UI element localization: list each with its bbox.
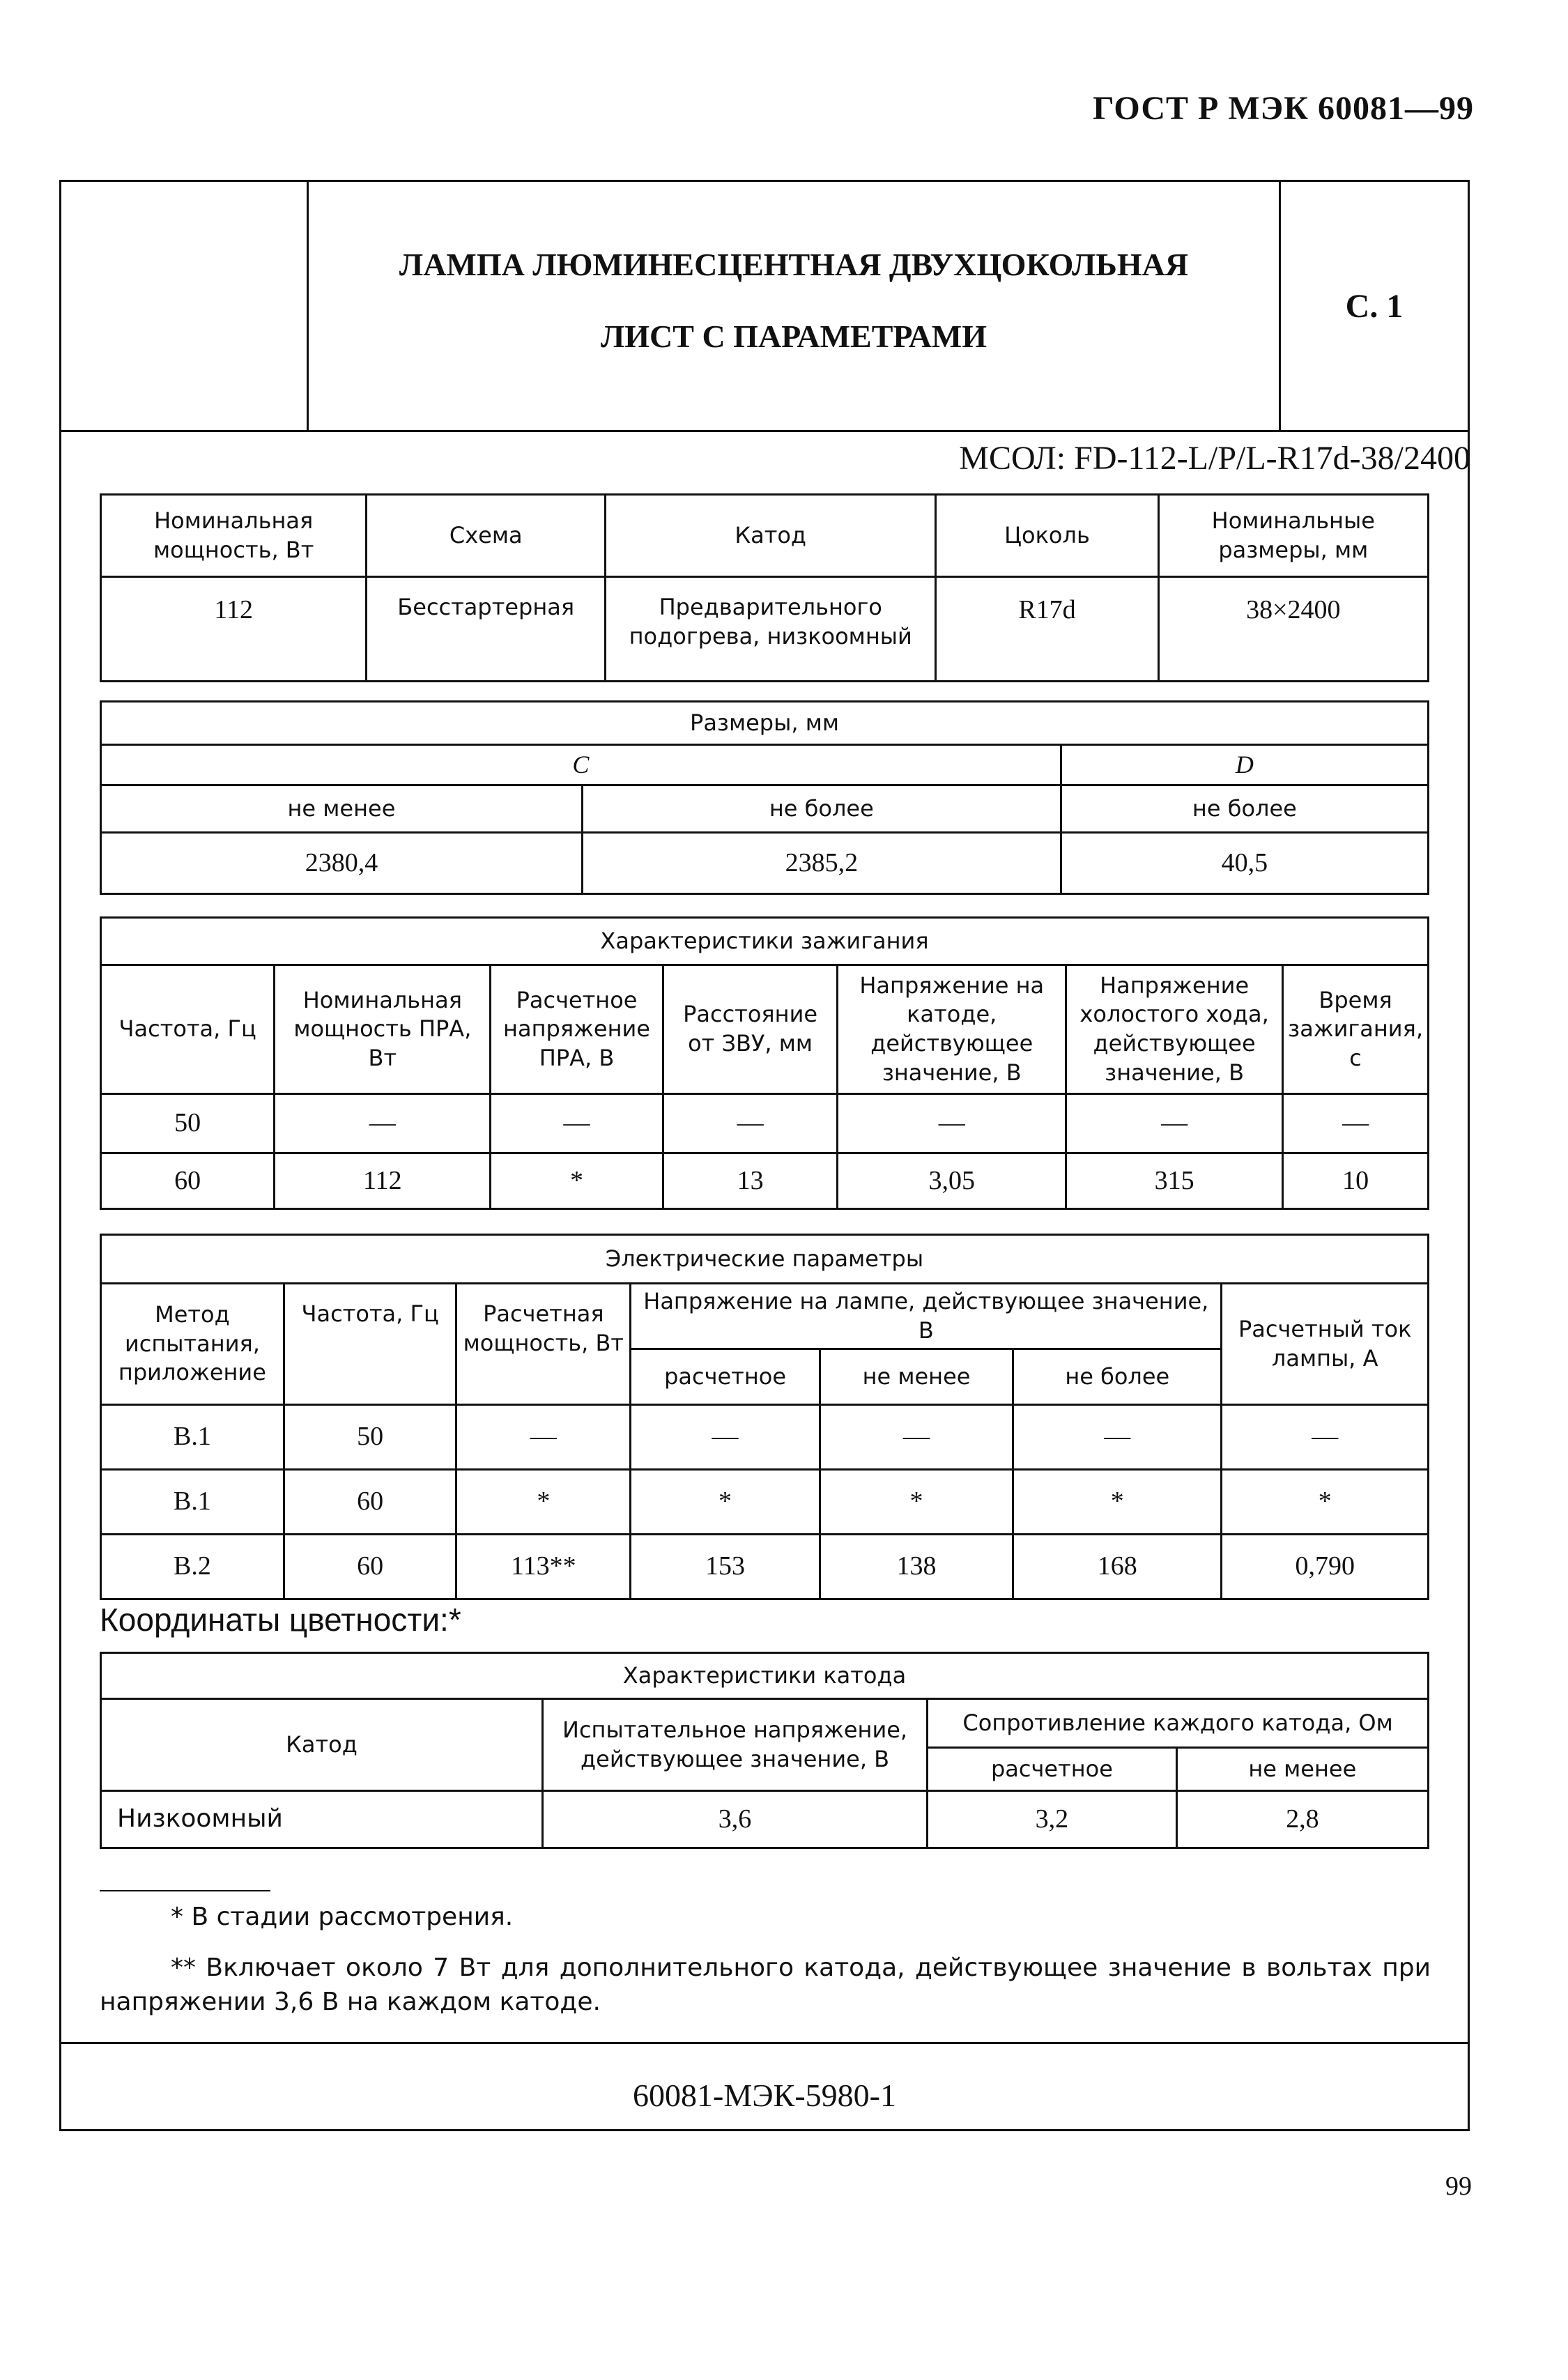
table-cell: 138 [820, 1535, 1013, 1599]
table-cell: 10 [1283, 1153, 1429, 1209]
footnote-2-text: ** Включает около 7 Вт для дополнительного катода, действующее значение в вольтах при напряжении 3,6 В на каждом катоде. [100, 1953, 1431, 2016]
title-block [61, 182, 1468, 432]
table-cell: 50 [101, 1094, 275, 1153]
table-cell: 13 [663, 1153, 838, 1209]
table-cell: 168 [1013, 1535, 1222, 1599]
table-header: Цоколь [936, 495, 1158, 577]
table-cell: — [456, 1405, 631, 1470]
table-cell: 60 [101, 1153, 275, 1209]
sheet-page-label: С. 1 [1345, 287, 1404, 325]
table-subheader: не более [582, 785, 1061, 833]
table-title: Характеристики зажигания [101, 918, 1429, 965]
table-cell: — [275, 1094, 491, 1153]
table-header: Схема [367, 495, 606, 577]
table-cell: * [631, 1470, 820, 1535]
footnote-2 [100, 1951, 1431, 2019]
footnote-separator [100, 1890, 270, 1891]
table-cell: 2380,4 [101, 833, 583, 894]
title-block-center [309, 182, 1281, 430]
table-cell: 60 [284, 1470, 456, 1535]
table-cell: * [491, 1153, 663, 1209]
table-cell: 3,05 [838, 1153, 1066, 1209]
table-cell: — [820, 1405, 1013, 1470]
table-cell: 112 [275, 1153, 491, 1209]
table-header: Напряжение на катоде, действующее значение, В [838, 965, 1066, 1094]
table-cell: 2,8 [1176, 1791, 1428, 1848]
table-cell: — [838, 1094, 1066, 1153]
standard-code: ГОСТ Р МЭК 60081—99 [1093, 90, 1474, 127]
table-header: Номинальные размеры, мм [1158, 495, 1428, 577]
table-subheader: не менее [1176, 1748, 1428, 1791]
table-cell: R17d [936, 577, 1158, 682]
table-cell: B.1 [101, 1405, 284, 1470]
lamp-designation: МСОЛ: FD-112-L/P/L-R17d-38/2400 [959, 440, 1470, 477]
table-cell: 50 [284, 1405, 456, 1470]
table-header: Расстояние от ЗВУ, мм [663, 965, 838, 1094]
table-cell: * [820, 1470, 1013, 1535]
table-cell: Низкоомный [101, 1791, 543, 1848]
table-subheader: не менее [101, 785, 583, 833]
table-cell: — [663, 1094, 838, 1153]
table-group-header: C [101, 745, 1061, 785]
title-block-left-cell [61, 182, 309, 430]
table-subheader: расчетное [631, 1349, 820, 1405]
chromaticity-label: Координаты цветности:* [100, 1602, 461, 1638]
table-cell: 40,5 [1061, 833, 1428, 894]
table-title: Электрические параметры [101, 1235, 1429, 1284]
table-header: Номинальная мощность, Вт [101, 495, 367, 577]
sheet-subtitle: ЛИСТ С ПАРАМЕТРАМИ [600, 318, 987, 354]
table-header: Испытательное напряжение, действующее значение, В [542, 1699, 927, 1791]
table-header: Напряжение холостого хода, действующее значение, В [1066, 965, 1283, 1094]
footer-separator [59, 2042, 1470, 2044]
table-header: Номинальная мощность ПРА, Вт [275, 965, 491, 1094]
table-cell: B.1 [101, 1470, 284, 1535]
table-cell: * [1013, 1470, 1222, 1535]
general-table [100, 493, 1429, 682]
table-cell: 0,790 [1222, 1535, 1429, 1599]
table-cell: 3,2 [928, 1791, 1177, 1848]
table-group-header: D [1061, 745, 1428, 785]
table-cell: — [631, 1405, 820, 1470]
table-header: Частота, Гц [101, 965, 275, 1094]
table-header: Катод [101, 1699, 543, 1791]
cathode-table [100, 1652, 1429, 1849]
electrical-table [100, 1234, 1429, 1600]
table-header: Катод [606, 495, 936, 577]
dimensions-table [100, 700, 1429, 895]
table-group-header: Напряжение на лампе, действующее значение, В [631, 1284, 1222, 1349]
table-cell: — [1013, 1405, 1222, 1470]
table-header: Расчетное напряжение ПРА, В [491, 965, 663, 1094]
table-cell: 113** [456, 1535, 631, 1599]
table-header: Метод испытания, приложение [101, 1284, 284, 1405]
footnote-1: * В стадии рассмотрения. [171, 1903, 514, 1931]
table-cell: Предварительного подогрева, низкоомный [606, 577, 936, 682]
table-title: Размеры, мм [101, 702, 1429, 745]
table-cell: 2385,2 [582, 833, 1061, 894]
sheet-title: ЛАМПА ЛЮМИНЕСЦЕНТНАЯ ДВУХЦОКОЛЬНАЯ [399, 247, 1189, 282]
table-subheader: не более [1061, 785, 1428, 833]
table-cell: 315 [1066, 1153, 1283, 1209]
table-subheader: не более [1013, 1349, 1222, 1405]
table-subheader: расчетное [928, 1748, 1177, 1791]
table-cell: 60 [284, 1535, 456, 1599]
table-subheader: не менее [820, 1349, 1013, 1405]
table-header: Время зажигания, с [1283, 965, 1429, 1094]
table-cell: 112 [101, 577, 367, 682]
sheet-code: 60081-МЭК-5980-1 [633, 2078, 896, 2113]
table-cell: — [1222, 1405, 1429, 1470]
table-cell: — [1066, 1094, 1283, 1153]
table-cell: — [491, 1094, 663, 1153]
table-header: Расчетный ток лампы, А [1222, 1284, 1429, 1405]
table-group-header: Сопротивление каждого катода, Ом [928, 1699, 1429, 1748]
table-cell: 38×2400 [1158, 577, 1428, 682]
table-cell: * [1222, 1470, 1429, 1535]
table-title: Характеристики катода [101, 1653, 1429, 1699]
table-cell: 3,6 [542, 1791, 927, 1848]
table-header: Расчетная мощность, Вт [456, 1284, 631, 1405]
page-number: 99 [1445, 2172, 1472, 2201]
table-cell: B.2 [101, 1535, 284, 1599]
table-cell: — [1283, 1094, 1429, 1153]
table-cell: Бесстартерная [367, 577, 606, 682]
ignition-table [100, 916, 1429, 1210]
table-header: Частота, Гц [284, 1284, 456, 1405]
table-cell: 153 [631, 1535, 820, 1599]
table-cell: * [456, 1470, 631, 1535]
